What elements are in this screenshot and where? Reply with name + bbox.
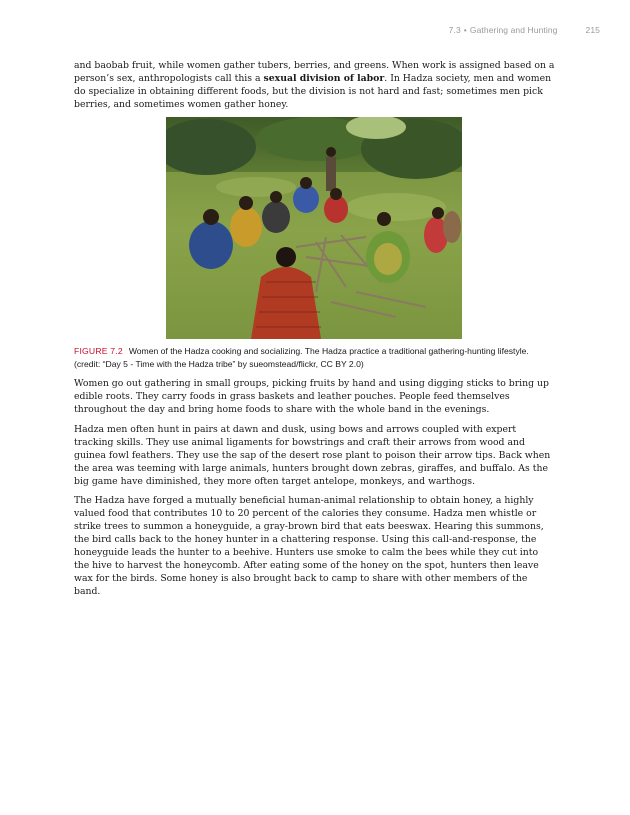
hadza-photo-illustration <box>166 117 462 339</box>
seated-person <box>189 221 233 269</box>
paragraph-3: Hadza men often hunt in pairs at dawn and dusk, using bows and arrows coupled with expert tracking skills. They use animal ligaments for bowstrings and craft their arrows from wood and guinea fowl feathers. They use the sap of the desert rose plant to poison their arrow tips. Back when the area was teeming with large animals, hunters brought down zebras, giraffes, and buffalo. As the big game have diminished, they more often target antelope, monkeys, and warthogs. <box>74 424 551 487</box>
seated-person-head <box>203 209 219 225</box>
child-head <box>432 207 444 219</box>
seated-person <box>262 201 290 233</box>
child <box>443 211 461 243</box>
page-number: 215 <box>585 25 600 35</box>
seated-person-head <box>377 212 391 226</box>
paragraph-1-before: and baobab fruit, while women gather tubers, berries, and greens. When work is assigned based on a person’s sex, anthropologists call this a <box>74 60 555 84</box>
section-number: 7.3 <box>448 25 461 35</box>
foreground-person-head <box>276 247 296 267</box>
wrap-pattern <box>374 243 402 275</box>
header-separator: • <box>463 25 467 35</box>
grass-patch <box>346 193 446 221</box>
paragraph-1 <box>74 59 556 111</box>
grass-patch <box>216 177 296 197</box>
section-title: Gathering and Hunting <box>469 25 558 35</box>
seated-person-head <box>270 191 282 203</box>
seated-person-head <box>300 177 312 189</box>
figure-photo <box>166 117 462 339</box>
seated-person-head <box>330 188 342 200</box>
seated-person <box>230 207 262 247</box>
seated-person-head <box>239 196 253 210</box>
figure-caption <box>74 345 556 371</box>
paragraph-1-after: . In Hadza society, men and women do specialize in obtaining different foods, but the division is not hard and fast; sometimes men pick berries, and sometimes women gather honey. <box>74 73 552 110</box>
seated-person <box>293 185 319 213</box>
standing-person <box>326 157 336 191</box>
foreground-person-red-wrap <box>251 267 321 339</box>
paragraph-2: Women go out gathering in small groups, picking fruits by hand and using digging sticks to bring up edible roots. They carry foods in grass baskets and leather pouches. People feed themselves throughout the day and bring home foods to share with the whole band in the evenings. <box>74 378 549 415</box>
standing-person-head <box>326 147 336 157</box>
figure-caption-text: Women of the Hadza cooking and socializing. The Hadza practice a traditional gathering-hunting lifestyle. (credit: “Day 5 - Time with the Hadza tribe” by sueomstead/flickr, CC BY 2.0) <box>74 346 529 369</box>
figure-label: FIGURE 7.2 <box>74 346 123 356</box>
running-header <box>449 25 600 35</box>
key-term: sexual division of labor <box>263 73 385 84</box>
paragraph-4: The Hadza have forged a mutually beneficial human-animal relationship to obtain honey, a highly valued food that contributes 10 to 20 percent of the calories they consume. Hadza men whistle or strike trees to summon a honeyguide, a gray-brown bird that eats beeswax. Hearing this summons, the bird calls back to the honey hunter in a chattering response. Using this call-and-response, the honeyguide leads the hunter to a beehive. Hunters use smoke to calm the bees while they cut into the hive to harvest the honeycomb. After eating some of the honey on the spot, hunters then leave wax for the birds. Some honey is also brought back to camp to share with other members of the band. <box>74 495 544 597</box>
